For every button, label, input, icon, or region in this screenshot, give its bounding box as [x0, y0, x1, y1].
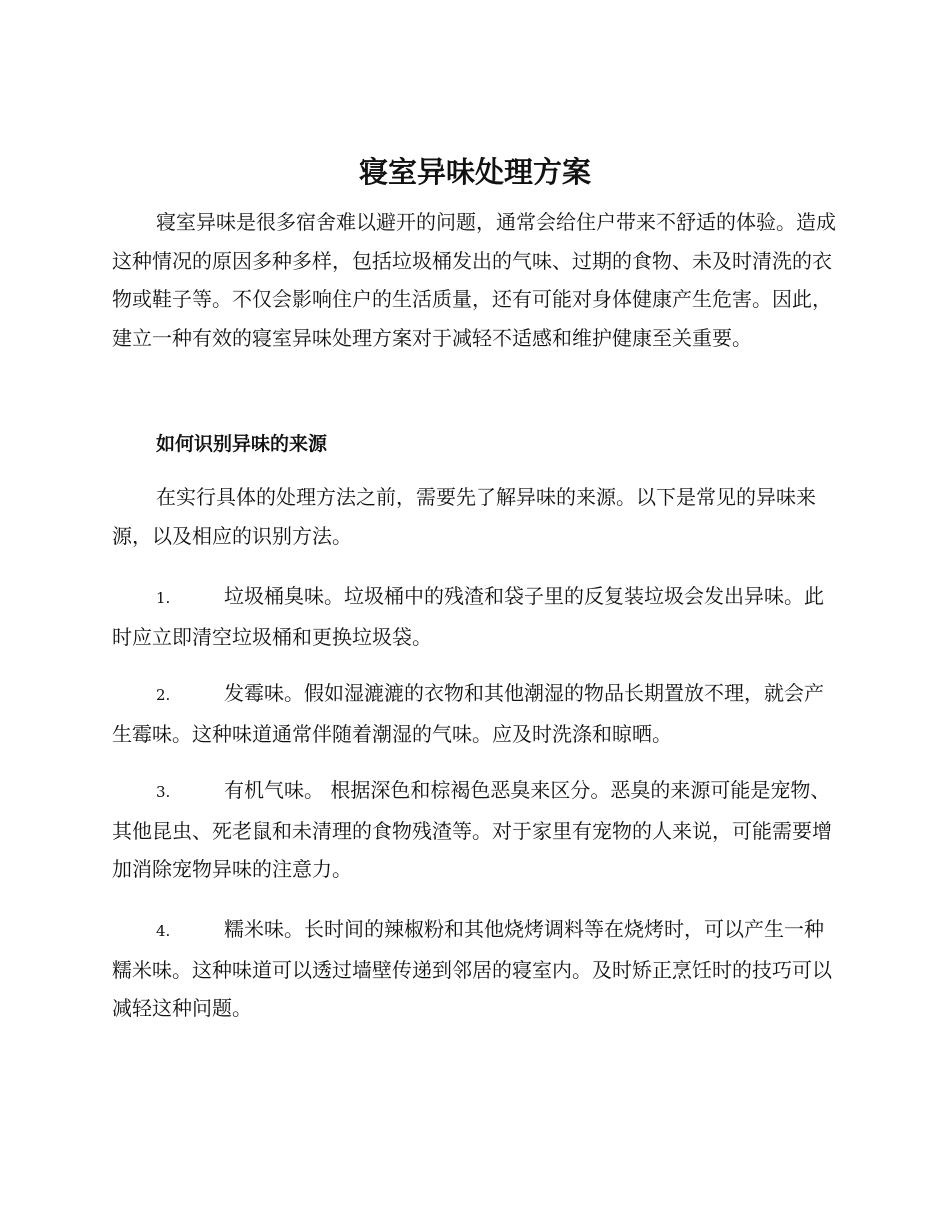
list-item-number: 1. — [156, 589, 171, 607]
list-item-text: 发霉味。假如湿漉漉的衣物和其他潮湿的物品长期置放不理，就会产生霉味。这种味道通常伴随着潮湿的气味。应及时洗涤和晾晒。 — [112, 681, 824, 746]
section-heading: 如何识别异味的来源 — [156, 433, 328, 455]
list-item — [112, 577, 840, 656]
list-item-number: 2. — [156, 686, 171, 704]
list-item — [112, 674, 840, 753]
document-title: 寝室异味处理方案 — [358, 155, 591, 189]
list-item-number: 3. — [156, 783, 171, 801]
list-item-number: 4. — [156, 922, 171, 940]
section-intro-paragraph: 在实行具体的处理方法之前，需要先了解异味的来源。以下是常见的异味来源，以及相应的识别方法。 — [112, 485, 816, 548]
intro-paragraph: 寝室异味是很多宿舍难以避开的问题，通常会给住户带来不舒适的体验。造成这种情况的原因多种多样，包括垃圾桶发出的气味、过期的食物、未及时清洗的衣物或鞋子等。不仅会影响住户的生活质量，还有可能对身体健康产生危害。因此，建立一种有效的寝室异味处理方案对于减轻不适感和维护健康至关重要。 — [112, 210, 836, 350]
list-item — [112, 771, 840, 889]
list-item-text: 糯米味。长时间的辣椒粉和其他烧烤调料等在烧烤时，可以产生一种糯米味。这种味道可以透过墙壁传递到邻居的寝室内。及时矫正烹饪时的技巧可以减轻这种问题。 — [112, 917, 832, 1020]
list-item-text: 垃圾桶臭味。垃圾桶中的残渣和袋子里的反复装垃圾会发出异味。此时应立即清空垃圾桶和更换垃圾袋。 — [112, 584, 824, 649]
list-item — [112, 910, 840, 1028]
list-item-text: 有机气味。 根据深色和棕褐色恶臭来区分。恶臭的来源可能是宠物、其他昆虫、死老鼠和未清理的食物残渣等。对于家里有宠物的人来说，可能需要增加消除宠物异味的注意力。 — [112, 778, 832, 881]
